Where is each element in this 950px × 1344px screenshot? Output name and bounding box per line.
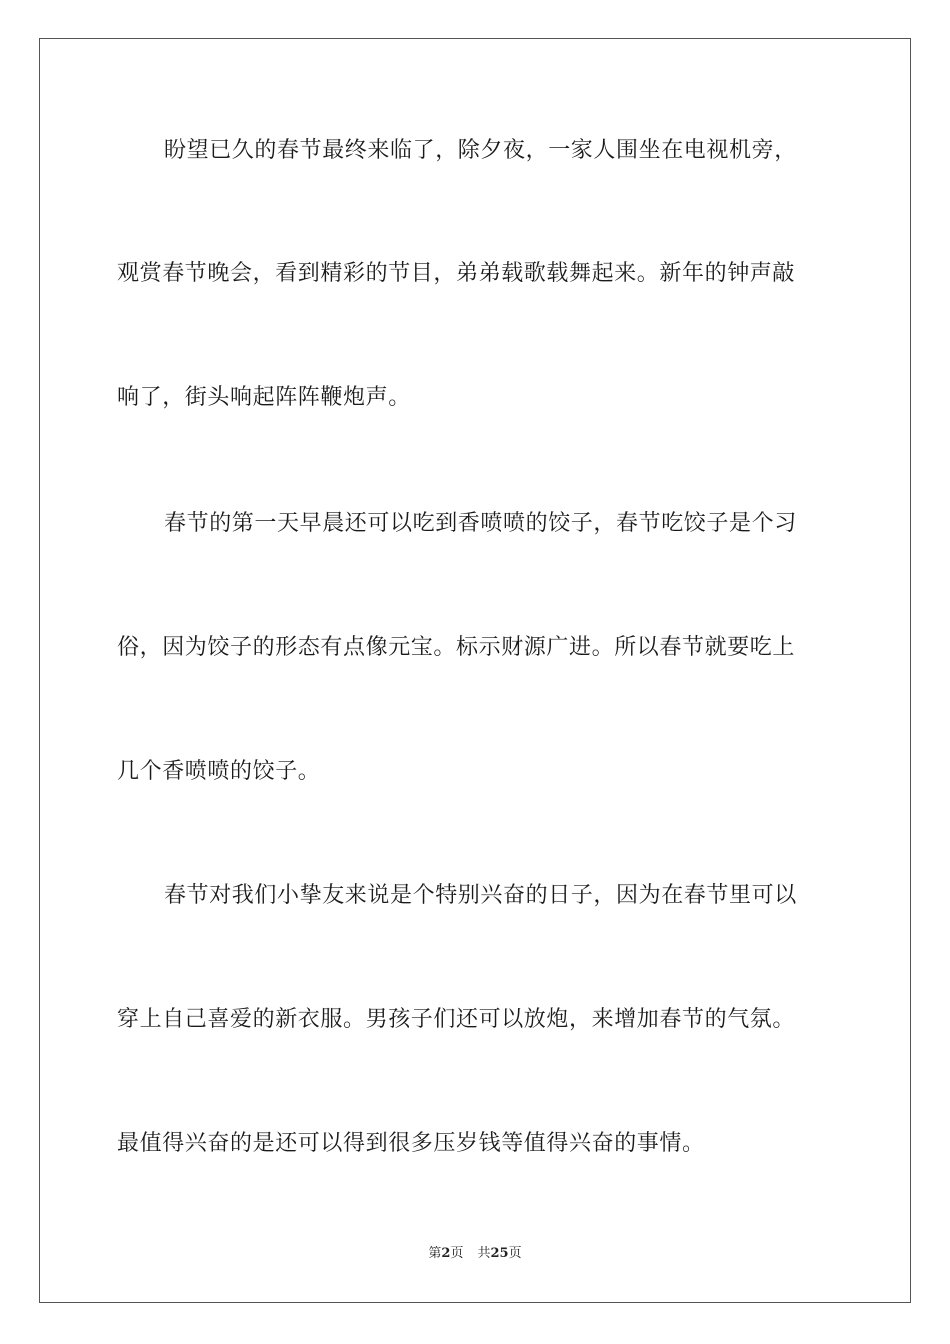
paragraph-3-line-2: 穿上自己喜爱的新衣服。男孩子们还可以放炮，来增加春节的气氛。 — [117, 1007, 796, 1032]
paragraph-2-line-3: 几个香喷喷的饺子。 — [117, 759, 321, 784]
page-border — [39, 38, 911, 1303]
total-suffix: 页 — [508, 1246, 522, 1261]
page-number: 2 — [441, 1246, 451, 1261]
paragraph-3-line-1: 春节对我们小挚友来说是个特别兴奋的日子，因为在春节里可以 — [164, 883, 797, 908]
page-footer — [0, 1246, 950, 1262]
paragraph-2-line-1: 春节的第一天早晨还可以吃到香喷喷的饺子，春节吃饺子是个习 — [164, 511, 797, 536]
page-prefix: 第 — [428, 1246, 442, 1261]
paragraph-2-line-2: 俗，因为饺子的形态有点像元宝。标示财源广进。所以春节就要吃上 — [117, 635, 796, 660]
page-suffix: 页 — [450, 1246, 464, 1261]
paragraph-1-line-1: 盼望已久的春节最终来临了，除夕夜，一家人围坐在电视机旁， — [164, 138, 797, 163]
paragraph-3-line-3: 最值得兴奋的是还可以得到很多压岁钱等值得兴奋的事情。 — [117, 1131, 705, 1156]
paragraph-1-line-3: 响了，街头响起阵阵鞭炮声。 — [117, 385, 411, 410]
paragraph-1-line-2: 观赏春节晚会，看到精彩的节目，弟弟载歌载舞起来。新年的钟声敲 — [117, 261, 796, 286]
total-pages: 25 — [490, 1246, 509, 1261]
total-prefix: 共 — [477, 1246, 491, 1261]
